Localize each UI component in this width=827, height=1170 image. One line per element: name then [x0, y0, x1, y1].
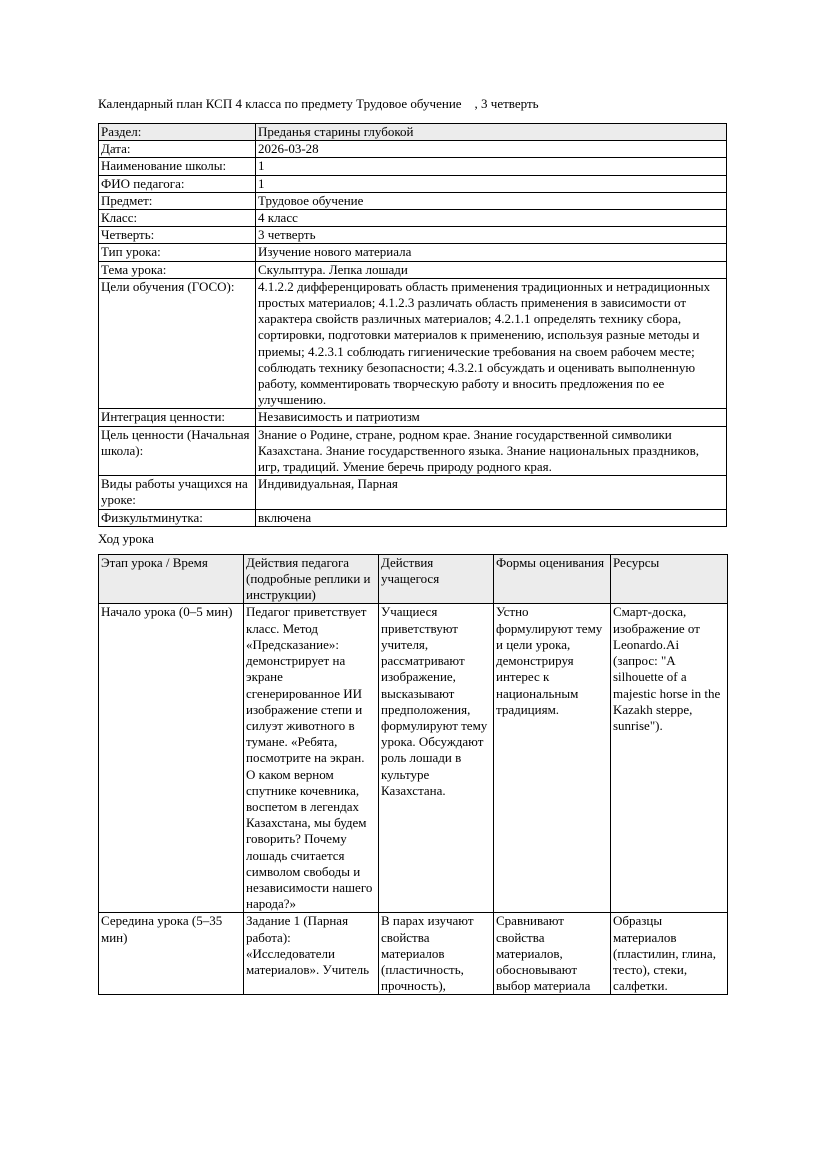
info-value: Знание о Родине, стране, родном крае. Знание государственной символики Казахстана. Знание государственного языка. Знание национальных праздников, игр, традиций. Умение беречь природу родного края.	[256, 426, 727, 476]
lesson-row-start	[99, 604, 728, 913]
lesson-flow-table	[98, 554, 728, 995]
col-header-stage: Этап урока / Время	[99, 554, 244, 604]
info-value: 4.1.2.2 дифференцировать область применения традиционных и нетрадиционных простых материалов; 4.1.2.3 различать область применения в зависимости от характера свойств различных материалов; 4.2.1.1 определять технику сбора, сортировки, подготовки материалов к применению, используя разные методы и приемы; 4.2.3.1 соблюдать гигиенические требования на своем рабочем месте; соблюдать технику безопасности; 4.3.2.1 обсуждать и оценивать выполненную работу, комментировать творческую работу и вносить предложения по ее улучшению.	[256, 278, 727, 409]
info-label: Раздел:	[99, 124, 256, 141]
info-label: Дата:	[99, 141, 256, 158]
info-row-lesson-type	[99, 244, 727, 261]
info-label: Физкультминутка:	[99, 509, 256, 526]
assessment-cell: Устно формулируют тему и цели урока, демонстрируя интерес к национальным традициям.	[494, 604, 611, 913]
info-label: Класс:	[99, 210, 256, 227]
info-row-school	[99, 158, 727, 175]
col-header-resources: Ресурсы	[611, 554, 728, 604]
info-label: Четверть:	[99, 227, 256, 244]
stage-cell: Середина урока (5–35 мин)	[99, 913, 244, 995]
stage-cell: Начало урока (0–5 мин)	[99, 604, 244, 913]
info-label: Цели обучения (ГОСО):	[99, 278, 256, 409]
info-row-work-types	[99, 476, 727, 509]
info-row-date	[99, 141, 727, 158]
teacher-actions-cell: Задание 1 (Парная работа): «Исследователи материалов». Учитель	[244, 913, 379, 995]
info-value: Независимость и патриотизм	[256, 409, 727, 426]
info-value: 3 четверть	[256, 227, 727, 244]
resources-cell: Образцы материалов (пластилин, глина, тесто), стеки, салфетки.	[611, 913, 728, 995]
info-row-teacher-name	[99, 175, 727, 192]
col-header-student-actions: Действия учащегося	[379, 554, 494, 604]
info-label: ФИО педагога:	[99, 175, 256, 192]
info-label: Предмет:	[99, 192, 256, 209]
lesson-row-middle	[99, 913, 728, 995]
resources-cell: Смарт-доска, изображение от Leonardo.Ai (запрос: "A silhouette of a majestic horse in the Kazakh steppe, sunrise").	[611, 604, 728, 913]
teacher-actions-cell: Педагог приветствует класс. Метод «Предсказание»: демонстрирует на экране сгенерированное ИИ изображение степи и силуэт животного в тумане. «Ребята, посмотрите на экран. О каком верном спутнике кочевника, воспетом в легендах Казахстана, мы будем говорить? Почему лошадь считается символом свободы и независимости нашего народа?»	[244, 604, 379, 913]
info-label: Тема урока:	[99, 261, 256, 278]
student-actions-cell: Учащиеся приветствуют учителя, рассматривают изображение, высказывают предположения, формулируют тему урока. Обсуждают роль лошади в культуре Казахстана.	[379, 604, 494, 913]
info-value: Изучение нового материала	[256, 244, 727, 261]
info-value: 2026-03-28	[256, 141, 727, 158]
document-title: Календарный план КСП 4 класса по предмету Трудовое обучение , 3 четверть	[98, 96, 539, 111]
student-actions-cell: В парах изучают свойства материалов (пластичность, прочность),	[379, 913, 494, 995]
info-value: включена	[256, 509, 727, 526]
col-header-teacher-actions: Действия педагога (подробные реплики и инструкции)	[244, 554, 379, 604]
info-value: 1	[256, 158, 727, 175]
info-value: Скульптура. Лепка лошади	[256, 261, 727, 278]
col-header-assessment: Формы оценивания	[494, 554, 611, 604]
info-label: Наименование школы:	[99, 158, 256, 175]
info-row-values-integration	[99, 409, 727, 426]
info-value: Преданья старины глубокой	[256, 124, 727, 141]
info-row-phys-minute	[99, 509, 727, 526]
info-row-quarter	[99, 227, 727, 244]
info-label: Цель ценности (Начальная школа):	[99, 426, 256, 476]
info-row-subject	[99, 192, 727, 209]
lesson-flow-heading: Ход урока	[98, 530, 154, 546]
info-row-values-goal	[99, 426, 727, 476]
lesson-info-table	[98, 123, 727, 527]
info-row-goals	[99, 278, 727, 409]
info-label: Виды работы учащихся на уроке:	[99, 476, 256, 509]
info-value: Индивидуальная, Парная	[256, 476, 727, 509]
assessment-cell: Сравнивают свойства материалов, обосновывают выбор материала	[494, 913, 611, 995]
info-row-lesson-topic	[99, 261, 727, 278]
document-content	[98, 96, 728, 995]
info-row-razdel	[99, 124, 727, 141]
info-label: Тип урока:	[99, 244, 256, 261]
info-label: Интеграция ценности:	[99, 409, 256, 426]
info-value: 1	[256, 175, 727, 192]
lesson-table-header-row	[99, 554, 728, 604]
info-value: Трудовое обучение	[256, 192, 727, 209]
info-row-class	[99, 210, 727, 227]
info-value: 4 класс	[256, 210, 727, 227]
